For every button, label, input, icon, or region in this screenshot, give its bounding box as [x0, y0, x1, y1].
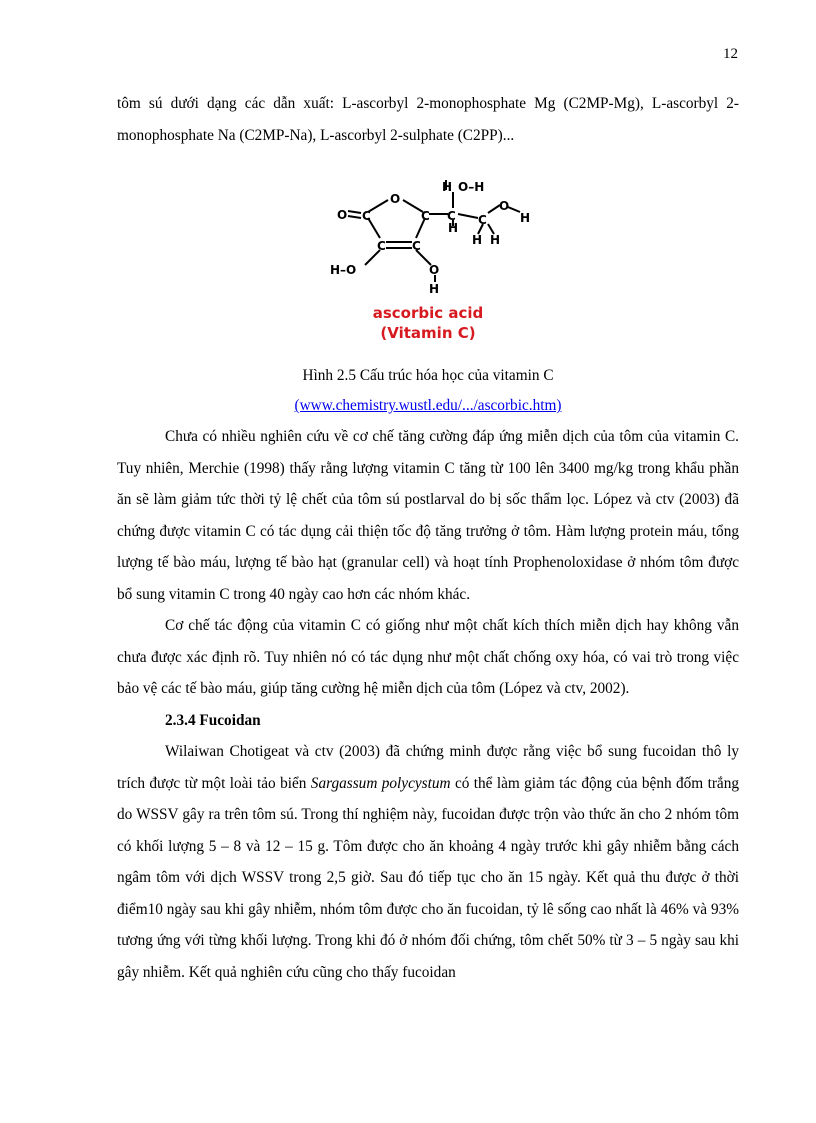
- atom-c: C: [478, 213, 487, 227]
- paragraph-3: [117, 736, 739, 988]
- intro-text-block: [117, 88, 739, 151]
- atom-h: H: [442, 180, 453, 194]
- intro-paragraph: tôm sú dưới dạng các dẫn xuất: L-ascorbyl 2-monophosphate Mg (C2MP-Mg), L-ascorbyl 2-monophosphate Na (C2MP-Na), L-ascorbyl 2-sulphate (C2PP)...: [117, 95, 739, 144]
- paragraph-3-part-1: Wilaiwan Chotigeat và ctv (2003) đã chứng minh được rằng việc bổ sung fucoidan thô ly trích được từ một loài tảo biển: [117, 743, 739, 792]
- atom-o: O: [390, 192, 401, 206]
- figure-source-link[interactable]: (www.chemistry.wustl.edu/.../ascorbic.htm): [294, 397, 562, 414]
- figure-source-link-wrap: [117, 390, 739, 422]
- atom-h: H: [448, 221, 459, 235]
- figure-title-line2: (Vitamin C): [380, 324, 476, 342]
- paragraph-2: Cơ chế tác động của vitamin C có giống như một chất kích thích miễn dịch hay không vẫn chưa được xác định rõ. Tuy nhiên nó có tác dụng như một chất chống oxy hóa, có vai trò trong việc bảo vệ các tế bào máu, giúp tăng cường hệ miễn dịch của tôm (López và ctv, 2002).: [117, 617, 739, 697]
- atom-c: C: [421, 209, 430, 223]
- atom-ho: H–O: [330, 263, 357, 277]
- figure-title-line1: ascorbic acid: [372, 304, 484, 322]
- atom-o: O: [337, 208, 348, 222]
- body-text: [117, 421, 739, 988]
- atom-c: C: [377, 239, 386, 253]
- paragraph-3-part-2: có thể làm giảm tác động của bệnh đốm trắng do WSSV gây ra trên tôm sú. Trong thí nghiệm này, fucoidan được trộn vào thức ăn cho 2 nhóm tôm có khối lượng 5 – 8 và 12 – 15 g. Tôm được cho ăn khoảng 4 ngày trước khi gây nhiễm bằng cách ngâm tôm với dịch WSSV trong 2,5 giờ. Sau đó tiếp tục cho ăn 15 ngày. Kết quả thu được ở thời điểm10 ngày sau khi gây nhiễm, nhóm tôm được cho ăn fucoidan, tỷ lê sống cao nhất là 46% và 93% tương ứng với từng khối lượng. Trong khi đó ở nhóm đối chứng, tôm chết 50% từ 3 – 5 ngày sau khi gây nhiễm. Kết quả nghiên cứu cũng cho thấy fucoidan: [117, 774, 740, 981]
- page-number: 12: [723, 46, 738, 62]
- figure-caption: Hình 2.5 Cấu trúc hóa học của vitamin C: [302, 367, 554, 384]
- paragraph-1: Chưa có nhiều nghiên cứu về cơ chế tăng cường đáp ứng miễn dịch của tôm của vitamin C. Tuy nhiên, Merchie (1998) thấy rằng lượng vitamin C tăng từ 100 lên 3400 mg/kg trong khẩu phần ăn sẽ làm giảm tức thời tỷ lệ chết của tôm sú postlarval do bị sốc thẩm lọc. López và ctv (2003) đã chứng được vitamin C có tác dụng cải thiện tốc độ tăng trưởng ở tôm. Hàm lượng protein máu, tổng lượng tế bào máu, lượng tế bào hạt (granular cell) và hoạt tính Prophenoloxidase ở nhóm tôm được bổ sung vitamin C trong 40 ngày cao hơn các nhóm khác.: [117, 428, 739, 603]
- atom-c: C: [447, 209, 456, 223]
- atom-c: C: [362, 209, 371, 223]
- section-heading: 2.3.4 Fucoidan: [165, 711, 261, 729]
- atom-h: H: [429, 282, 440, 296]
- atom-c: C: [412, 239, 421, 253]
- vitamin-c-structure-figure: [328, 170, 538, 350]
- atom-oh: O–H: [458, 180, 485, 194]
- species-name: Sargassum polycystum: [310, 774, 451, 792]
- atom-o: O: [499, 199, 510, 213]
- atom-o: O: [429, 263, 440, 277]
- atom-h: H: [520, 211, 531, 225]
- atom-h: H: [490, 233, 501, 247]
- atom-h: H: [472, 233, 483, 247]
